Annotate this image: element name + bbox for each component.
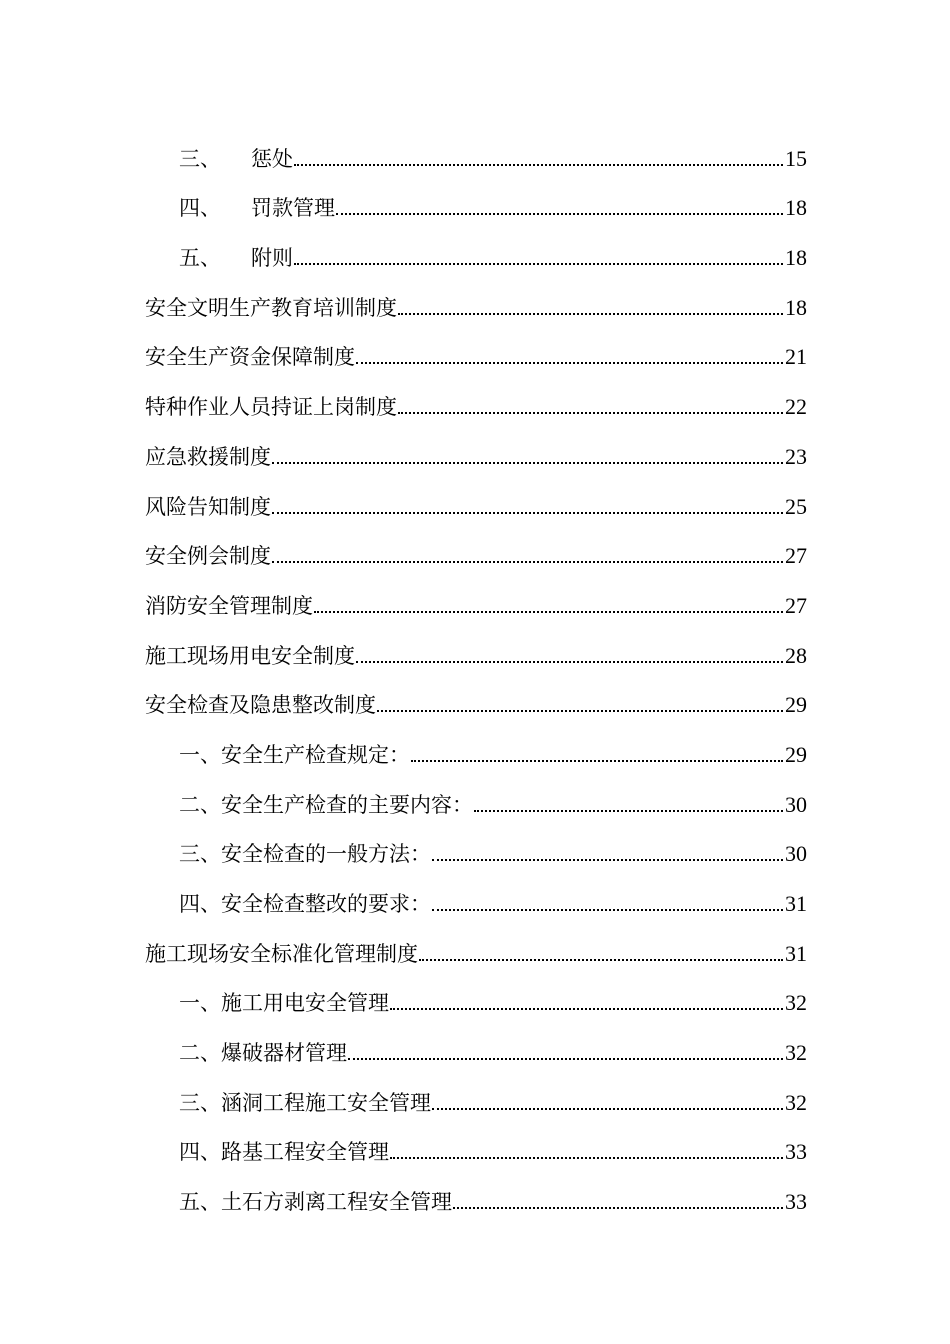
toc-entry-number: 四、 [179,196,221,221]
toc-dot-leader [432,1108,783,1110]
toc-entry-title-wrap [179,991,389,1015]
toc-dot-leader [390,1008,783,1010]
toc-page-number: 25 [785,493,807,519]
toc-page-number: 18 [785,245,807,271]
toc-entry-number: 五、 [179,246,221,271]
toc-entry-8[interactable] [145,478,807,528]
toc-entry-title: 安全检查的一般方法： [221,842,431,867]
toc-entry-title: 涵洞工程施工安全管理 [221,1090,431,1115]
toc-entry-15[interactable] [145,826,807,876]
toc-entry-title: 风险告知制度 [145,494,271,519]
toc-entry-title: 施工现场安全标准化管理制度 [145,941,418,966]
toc-entry-3[interactable] [145,229,807,279]
toc-entry-20[interactable] [145,1074,807,1124]
toc-entry-number: 五、 [179,1190,221,1215]
toc-entry-number: 三、 [179,842,221,867]
toc-dot-leader [272,561,783,563]
toc-page-number: 18 [785,294,807,320]
toc-entry-title: 附则 [251,246,293,271]
toc-entry-title-wrap [179,196,335,220]
toc-entry-title: 路基工程安全管理 [221,1140,389,1165]
toc-page-number: 18 [785,195,807,221]
toc-entry-6[interactable] [145,378,807,428]
toc-entry-number: 二、 [179,792,221,817]
toc-entry-title: 应急救援制度 [145,444,271,469]
toc-entry-16[interactable] [145,875,807,925]
toc-page-number: 32 [785,1089,807,1115]
toc-entry-title: 安全例会制度 [145,544,271,569]
toc-dot-leader [432,909,783,911]
toc-page-number: 33 [785,1189,807,1215]
toc-entry-title-wrap [179,147,293,171]
toc-entry-title: 土石方剥离工程安全管理 [221,1190,452,1215]
toc-entry-9[interactable] [145,528,807,578]
toc-entry-4[interactable] [145,279,807,329]
toc-entry-21[interactable] [145,1124,807,1174]
toc-entry-1[interactable] [145,130,807,180]
toc-dot-leader [377,710,783,712]
toc-page-number: 27 [785,592,807,618]
toc-entry-title-wrap [179,743,410,767]
toc-entry-13[interactable] [145,726,807,776]
toc-entry-title-wrap [179,892,431,916]
toc-dot-leader [398,313,783,315]
toc-page-number: 29 [785,741,807,767]
toc-entry-title: 惩处 [251,146,293,171]
toc-page-number: 30 [785,841,807,867]
toc-dot-leader [419,959,783,961]
toc-entry-19[interactable] [145,1024,807,1074]
toc-entry-title: 特种作业人员持证上岗制度 [145,395,397,420]
toc-entry-number: 一、 [179,991,221,1016]
toc-entry-7[interactable] [145,428,807,478]
toc-entry-title-wrap [179,246,293,270]
toc-entry-title: 施工现场用电安全制度 [145,643,355,668]
toc-entry-12[interactable] [145,677,807,727]
toc-page-number: 33 [785,1139,807,1165]
toc-entry-title: 安全检查及隐患整改制度 [145,693,376,718]
toc-dot-leader [314,611,783,613]
toc-dot-leader [474,810,783,812]
toc-page-number: 30 [785,791,807,817]
toc-dot-leader [336,213,783,215]
toc-entry-number: 三、 [179,146,221,171]
toc-dot-leader [432,859,783,861]
toc-dot-leader [356,661,783,663]
toc-entry-11[interactable] [145,627,807,677]
toc-entry-title: 安全检查整改的要求： [221,892,431,916]
toc-entry-14[interactable] [145,776,807,826]
table-of-contents [145,130,807,1223]
toc-entry-17[interactable] [145,925,807,975]
toc-entry-number: 四、 [179,892,221,916]
toc-entry-2[interactable] [145,180,807,230]
toc-entry-title-wrap [179,1190,452,1214]
toc-dot-leader [294,263,783,265]
toc-entry-title-wrap [179,1140,389,1164]
toc-entry-title: 安全生产检查的主要内容： [221,792,473,817]
toc-page-number: 29 [785,692,807,718]
toc-dot-leader [356,362,783,364]
toc-dot-leader [272,512,783,514]
toc-entry-title: 安全文明生产教育培训制度 [145,295,397,320]
toc-entry-title-wrap [179,842,431,866]
toc-page-number: 32 [785,1040,807,1066]
toc-entry-number: 四、 [179,1140,221,1165]
toc-page-number: 32 [785,990,807,1016]
toc-page-number: 23 [785,443,807,469]
toc-entry-title: 安全生产资金保障制度 [145,345,355,370]
toc-page-number: 28 [785,642,807,668]
toc-dot-leader [294,164,783,166]
toc-entry-title: 安全生产检查规定： [221,742,410,767]
toc-dot-leader [272,462,783,464]
toc-page-number: 22 [785,394,807,420]
toc-dot-leader [348,1058,783,1060]
toc-page-number: 15 [785,145,807,171]
toc-entry-number: 二、 [179,1041,221,1066]
toc-dot-leader [411,760,783,762]
toc-entry-18[interactable] [145,975,807,1025]
toc-entry-title-wrap [179,1091,431,1115]
toc-entry-title-wrap [179,793,473,817]
toc-page-number: 31 [785,940,807,966]
toc-entry-number: 三、 [179,1090,221,1115]
toc-page-number: 31 [785,891,807,916]
toc-entry-5[interactable] [145,329,807,379]
toc-entry-title: 施工用电安全管理 [221,991,389,1016]
toc-entry-title: 罚款管理 [251,196,335,221]
toc-entry-number: 一、 [179,742,221,767]
toc-page-number: 21 [785,344,807,370]
toc-entry-10[interactable] [145,577,807,627]
toc-dot-leader [453,1207,783,1209]
toc-entry-22[interactable] [145,1173,807,1223]
toc-entry-title: 爆破器材管理 [221,1041,347,1066]
toc-dot-leader [390,1157,783,1159]
toc-page-number: 27 [785,543,807,569]
toc-entry-title: 消防安全管理制度 [145,593,313,618]
toc-entry-title-wrap [179,1041,347,1065]
toc-dot-leader [398,412,783,414]
